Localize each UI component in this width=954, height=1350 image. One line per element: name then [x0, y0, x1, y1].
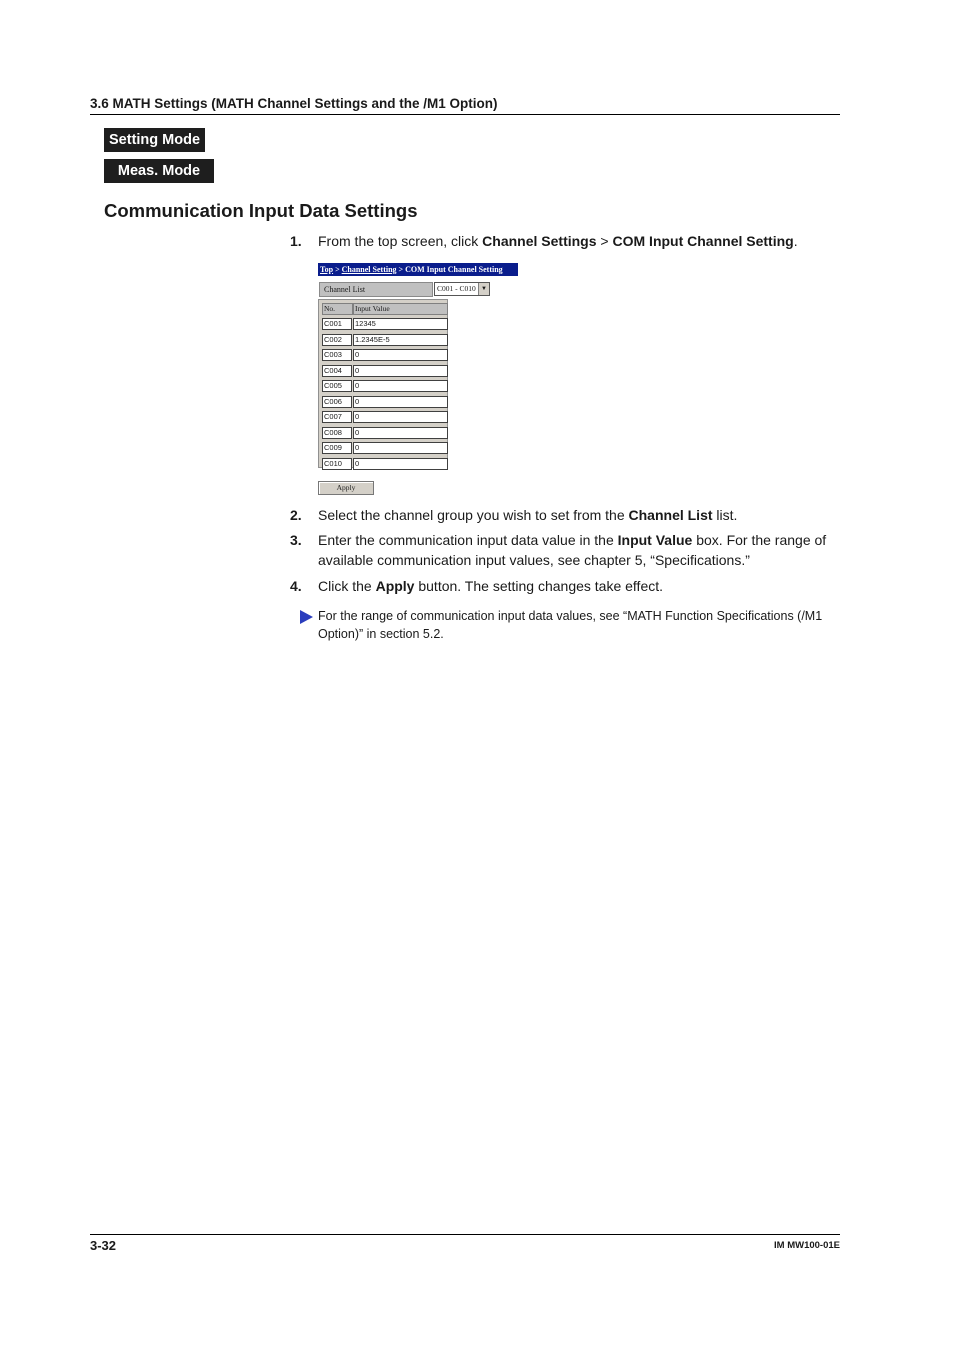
row-no-cell: C004 — [322, 365, 352, 377]
section-header: 3.6 MATH Settings (MATH Channel Settings and the /M1 Option) — [90, 95, 840, 115]
input-value-field[interactable]: 0 — [353, 442, 448, 454]
footer-rule — [90, 1234, 840, 1235]
page-heading: Communication Input Data Settings — [104, 200, 418, 221]
step-2-text: Select the channel group you wish to set from the Channel List list. — [318, 507, 738, 523]
step-1-text: From the top screen, click Channel Settings > COM Input Channel Setting. — [318, 233, 798, 249]
step-2-number: 2. — [290, 507, 302, 523]
input-value-table — [318, 299, 448, 468]
breadcrumb: Top > Channel Setting > COM Input Channel Setting — [318, 263, 518, 276]
meas-mode-badge: Meas. Mode — [104, 159, 214, 183]
input-value-field[interactable]: 1.2345E-5 — [353, 334, 448, 346]
document-id: IM MW100-01E — [774, 1240, 840, 1251]
com-input-screenshot — [318, 262, 518, 497]
row-no-cell: C009 — [322, 442, 352, 454]
setting-mode-badge: Setting Mode — [104, 128, 205, 152]
input-value-field[interactable]: 0 — [353, 458, 448, 470]
input-value-field[interactable]: 0 — [353, 349, 448, 361]
input-value-field[interactable]: 0 — [353, 411, 448, 423]
row-no-cell: C008 — [322, 427, 352, 439]
apply-button[interactable]: Apply — [318, 481, 374, 495]
step-3-number: 3. — [290, 532, 302, 548]
column-header-no: No. — [322, 303, 353, 315]
input-value-field[interactable]: 0 — [353, 365, 448, 377]
step-4-text: Click the Apply button. The setting changes take effect. — [318, 578, 664, 594]
chevron-down-icon[interactable]: ▼ — [478, 283, 489, 295]
row-no-cell: C005 — [322, 380, 352, 392]
step-3-text: Enter the communication input data value in the Input Value box. For the range of available communication input values, see chapter 5, “Specifications.” — [318, 532, 827, 568]
page-number: 3-32 — [90, 1238, 117, 1253]
step-4-number: 4. — [290, 578, 302, 594]
row-no-cell: C003 — [322, 349, 352, 361]
input-value-field[interactable]: 0 — [353, 396, 448, 408]
row-no-cell: C007 — [322, 411, 352, 423]
row-no-cell: C001 — [322, 318, 352, 330]
channel-list-select[interactable] — [434, 282, 490, 296]
reference-note: For the range of communication input data values, see “MATH Function Specifications (/M1 Option)” in section 5.2. — [318, 609, 823, 641]
breadcrumb-channel-setting-link[interactable]: Channel Setting — [341, 265, 397, 274]
breadcrumb-top-link[interactable]: Top — [320, 265, 334, 274]
row-no-cell: C002 — [322, 334, 352, 346]
breadcrumb-current: COM Input Channel Setting — [405, 265, 503, 274]
row-no-cell: C010 — [322, 458, 352, 470]
channel-list-label: Channel List — [319, 282, 433, 297]
column-header-input-value: Input Value — [353, 303, 448, 315]
channel-list-value: C001 - C010 — [437, 284, 476, 293]
input-value-field[interactable]: 12345 — [353, 318, 448, 330]
row-no-cell: C006 — [322, 396, 352, 408]
input-value-field[interactable]: 0 — [353, 427, 448, 439]
reference-arrow-icon — [300, 610, 313, 624]
input-value-field[interactable]: 0 — [353, 380, 448, 392]
step-1-number: 1. — [290, 233, 302, 249]
